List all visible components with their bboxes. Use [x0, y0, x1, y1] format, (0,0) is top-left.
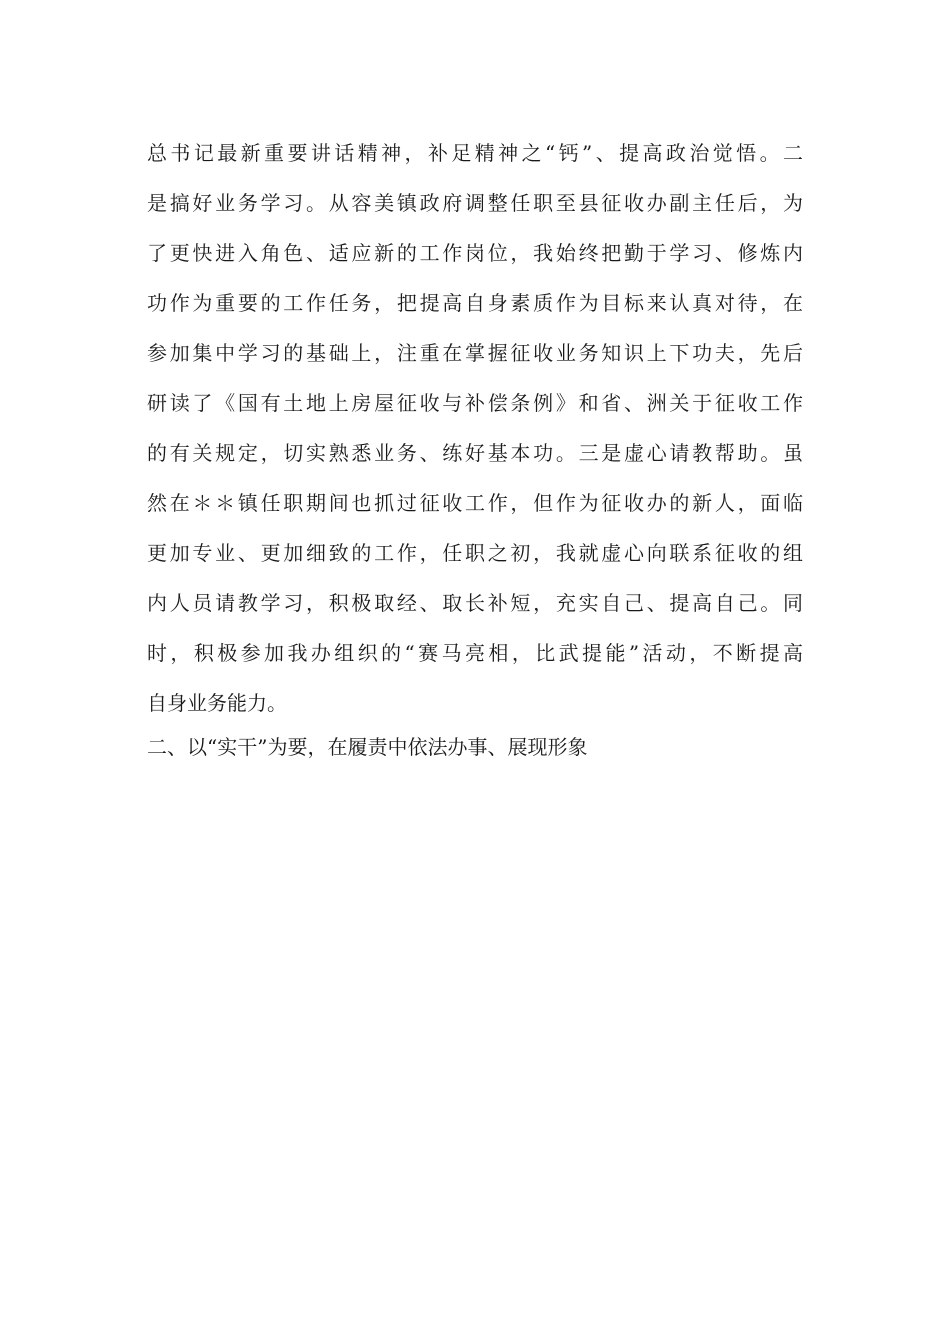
paragraph-line: 更加专业、更加细致的工作，任职之初，我就虚心向联系征收的组: [147, 541, 803, 565]
paragraph-line: 的有关规定，切实熟悉业务、练好基本功。三是虚心请教帮助。虽: [147, 441, 803, 465]
paragraph-line: 时，积极参加我办组织的“赛马亮相，比武提能”活动，不断提高: [147, 641, 803, 665]
paragraph-line: 自身业务能力。: [147, 691, 287, 715]
paragraph-line: 总书记最新重要讲话精神，补足精神之“钙”、提高政治觉悟。二: [147, 141, 803, 165]
paragraph-line: 功作为重要的工作任务，把提高自身素质作为目标来认真对待，在: [147, 291, 803, 315]
paragraph-line: 了更快进入角色、适应新的工作岗位，我始终把勤于学习、修炼内: [147, 241, 803, 265]
paragraph-line: 研读了《国有土地上房屋征收与补偿条例》和省、洲关于征收工作: [147, 391, 803, 415]
paragraph-line: 参加集中学习的基础上，注重在掌握征收业务知识上下功夫，先后: [147, 341, 803, 365]
paragraph-line: 内人员请教学习，积极取经、取长补短，充实自己、提高自己。同: [147, 591, 803, 615]
paragraph-line: 是搞好业务学习。从容美镇政府调整任职至县征收办副主任后，为: [147, 191, 803, 215]
section-heading: 二、以“实干”为要，在履责中依法办事、展现形象: [147, 735, 588, 759]
paragraph-line: 然在＊＊镇任职期间也抓过征收工作，但作为征收办的新人，面临: [147, 491, 803, 515]
